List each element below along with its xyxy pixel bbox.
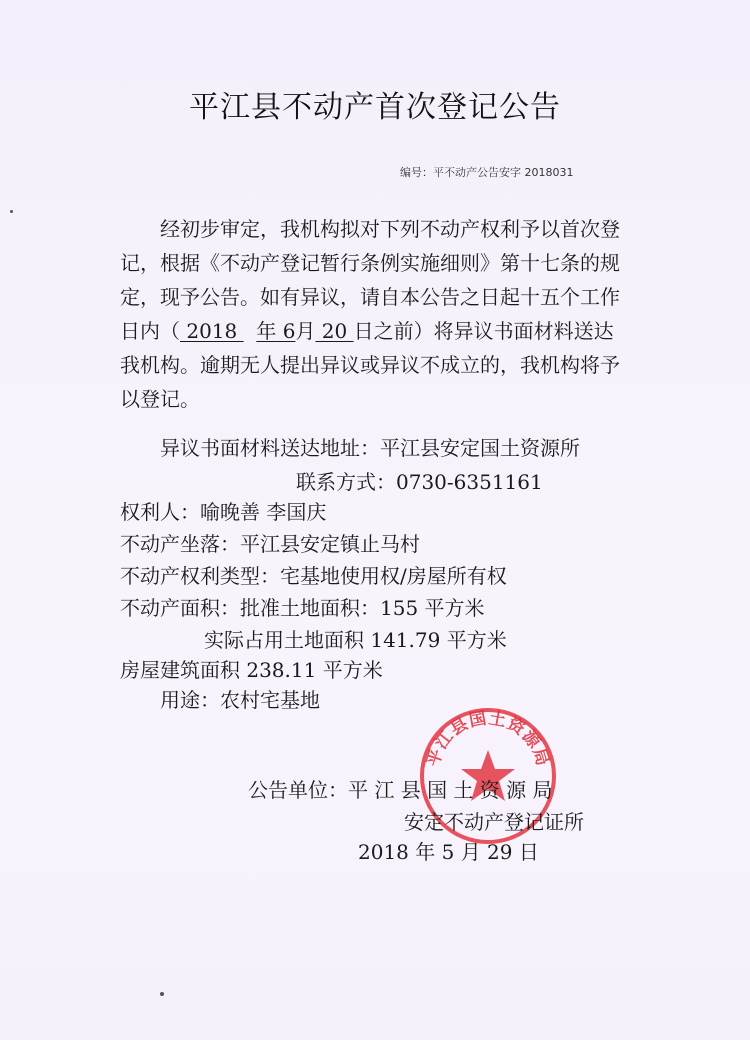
notice-body	[120, 212, 630, 416]
property-usage: 用途：农村宅基地	[160, 688, 320, 712]
scan-speck	[10, 210, 13, 213]
scan-speck	[160, 992, 164, 996]
rights-type: 不动产权利类型：宅基地使用权/房屋所有权	[120, 564, 507, 588]
contact-phone: 联系方式：0730-6351161	[296, 470, 543, 494]
actual-land-area: 实际占用土地面积 141.79 平方米	[204, 628, 507, 652]
body-text-part-2: 日之前）将异议书面材料送达我机构。逾期无人提出异议或异议不成立的，我机构将予以登记。	[120, 319, 620, 411]
building-area: 房屋建筑面积 238.11 平方米	[120, 658, 383, 682]
deadline-year-unit: 年	[256, 319, 277, 343]
issuing-unit: 公告单位：平 江 县 国 土 资 源 局	[248, 778, 553, 802]
document-number: 编号：平不动产公告安字 2018031	[400, 166, 574, 179]
deadline-month-unit: 月	[295, 319, 316, 343]
body-text-part-1: 经初步审定，我机构拟对下列不动产权利予以首次登记，根据《不动产登记暂行条例实施细则》第十七条的规定，现予公告。如有异议，请自本公告之日起十五个工作日内（	[120, 217, 620, 343]
page-title: 平江县不动产首次登记公告	[189, 90, 561, 125]
deadline-day: 20	[315, 319, 354, 343]
rights-holders: 权利人：喻晚善 李国庆	[120, 500, 327, 524]
approved-land-area: 不动产面积：批准土地面积：155 平方米	[120, 596, 485, 620]
property-location: 不动产坐落：平江县安定镇止马村	[120, 532, 420, 556]
objection-address: 异议书面材料送达地址：平江县安定国土资源所	[160, 436, 580, 460]
seal-text: 平江县国土资源局	[423, 708, 553, 769]
issue-date: 2018 年 5 月 29 日	[358, 840, 539, 864]
deadline-year: 2018	[180, 319, 244, 343]
deadline-month: 6	[276, 319, 296, 343]
issuing-office: 安定不动产登记证所	[404, 810, 584, 834]
